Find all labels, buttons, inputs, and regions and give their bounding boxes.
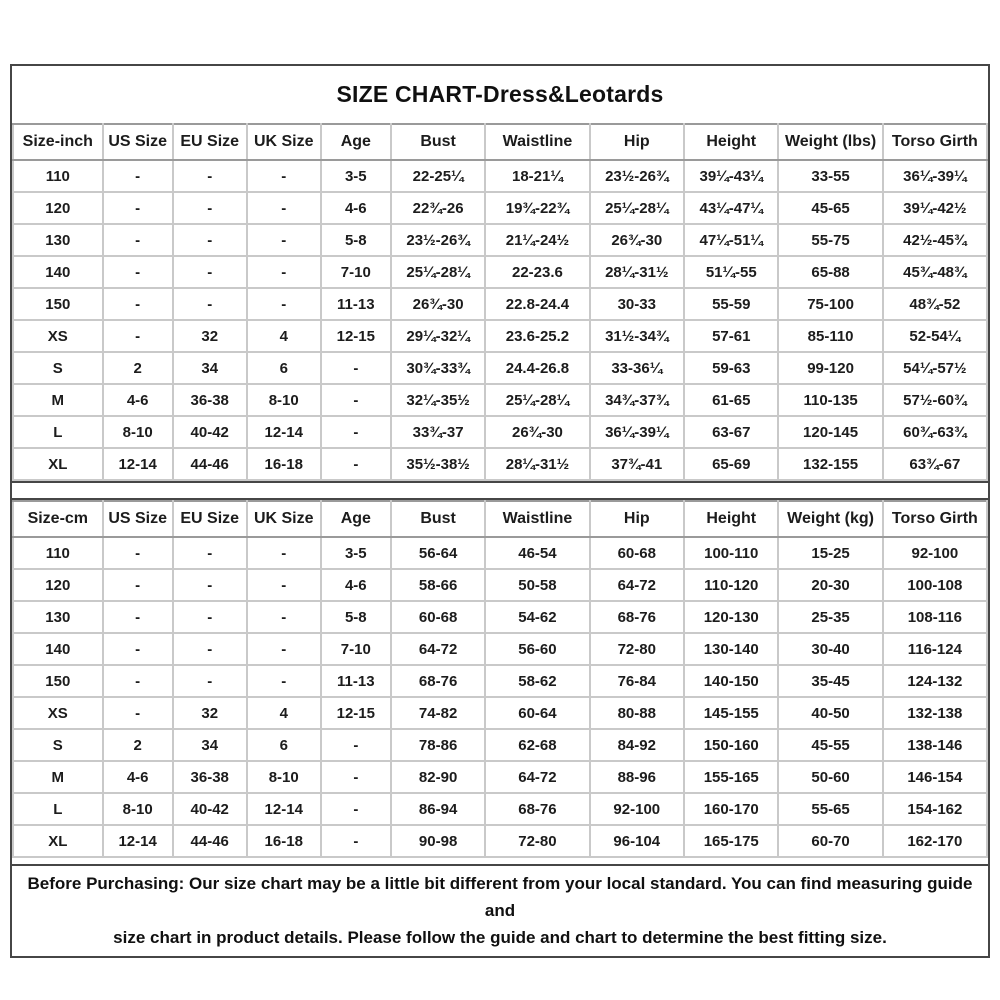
table-row [13, 256, 987, 288]
table-cell: 25¼-28¼ [485, 384, 589, 416]
column-header: Waistline [485, 501, 589, 537]
table-cell: - [173, 224, 247, 256]
table-cell: 58-62 [485, 665, 589, 697]
table-cell: 5-8 [321, 601, 391, 633]
table-cell: 12-14 [247, 416, 321, 448]
table-cell: 24.4-26.8 [485, 352, 589, 384]
table-row [13, 352, 987, 384]
size-label-cell: L [13, 416, 103, 448]
table-cell: - [103, 224, 173, 256]
table-cell: 15-25 [778, 537, 882, 569]
table-cell: 36-38 [173, 761, 247, 793]
table-cell: - [173, 601, 247, 633]
table-cell: 60-64 [485, 697, 589, 729]
table-cell: 82-90 [391, 761, 485, 793]
table-cell: 4-6 [103, 761, 173, 793]
table-cell: 48¾-52 [883, 288, 987, 320]
table-cell: 18-21¼ [485, 160, 589, 192]
column-header: Age [321, 501, 391, 537]
size-label-cell: 120 [13, 192, 103, 224]
table-cell: 3-5 [321, 160, 391, 192]
table-cell: 22-25¼ [391, 160, 485, 192]
table-cell: 78-86 [391, 729, 485, 761]
table-cell: 35-45 [778, 665, 882, 697]
table-cell: 35½-38½ [391, 448, 485, 480]
table-cell: - [173, 633, 247, 665]
table-row [13, 448, 987, 480]
table-cell: - [173, 569, 247, 601]
table-cell: 138-146 [883, 729, 987, 761]
table-cell: 22¾-26 [391, 192, 485, 224]
table-cell: 162-170 [883, 825, 987, 857]
table-cell: - [173, 537, 247, 569]
table-cell: 26¾-30 [590, 224, 684, 256]
table-row [13, 384, 987, 416]
table-cell: - [173, 256, 247, 288]
table-cell: 52-54¼ [883, 320, 987, 352]
table-cell: 4-6 [321, 569, 391, 601]
table-cell: 31½-34¾ [590, 320, 684, 352]
chart-title: SIZE CHART-Dress&Leotards [336, 81, 664, 107]
table-divider [12, 481, 988, 500]
table-cell: 64-72 [590, 569, 684, 601]
table-cell: - [321, 448, 391, 480]
table-cell: 45-55 [778, 729, 882, 761]
table-cell: 99-120 [778, 352, 882, 384]
table-cell: 64-72 [485, 761, 589, 793]
table-cell: - [247, 160, 321, 192]
table-cell: 25¼-28¼ [391, 256, 485, 288]
table-cell: 120-130 [684, 601, 778, 633]
table-cell: - [173, 665, 247, 697]
chart-box [10, 64, 990, 958]
table-cell: 47¼-51¼ [684, 224, 778, 256]
table-cell: 132-138 [883, 697, 987, 729]
table-cell: 165-175 [684, 825, 778, 857]
table-cell: 25¼-28¼ [590, 192, 684, 224]
table-cell: 29¼-32¼ [391, 320, 485, 352]
size-label-cell: XL [13, 825, 103, 857]
table-cell: 45¾-48¾ [883, 256, 987, 288]
table-cell: 34 [173, 729, 247, 761]
size-label-cell: 110 [13, 537, 103, 569]
table-cell: 4 [247, 697, 321, 729]
header-row [13, 124, 987, 160]
size-label-cell: XL [13, 448, 103, 480]
table-cell: 2 [103, 352, 173, 384]
column-header: Weight (kg) [778, 501, 882, 537]
table-cell: 36¼-39¼ [883, 160, 987, 192]
table-cell: 12-14 [103, 448, 173, 480]
table-cell: 124-132 [883, 665, 987, 697]
column-header: Height [684, 501, 778, 537]
table-cell: 72-80 [485, 825, 589, 857]
table-cell: 68-76 [590, 601, 684, 633]
table-cell: 92-100 [590, 793, 684, 825]
table-cell: 55-65 [778, 793, 882, 825]
table-cell: 30-33 [590, 288, 684, 320]
table-row [13, 160, 987, 192]
table-cell: 54¼-57½ [883, 352, 987, 384]
size-label-cell: XS [13, 697, 103, 729]
table-cell: - [247, 665, 321, 697]
table-cell: 7-10 [321, 256, 391, 288]
table-cell: 58-66 [391, 569, 485, 601]
table-cell: 100-108 [883, 569, 987, 601]
table-row [13, 761, 987, 793]
size-label-cell: M [13, 384, 103, 416]
table-cell: 8-10 [247, 384, 321, 416]
table-cell: - [103, 569, 173, 601]
table-cell: 75-100 [778, 288, 882, 320]
table-cell: 108-116 [883, 601, 987, 633]
table-cell: 63-67 [684, 416, 778, 448]
table-cell: - [103, 320, 173, 352]
table-cell: 8-10 [103, 793, 173, 825]
table-cell: 30-40 [778, 633, 882, 665]
table-row [13, 416, 987, 448]
table-cell: 56-64 [391, 537, 485, 569]
table-cell: 8-10 [247, 761, 321, 793]
column-header: Size-inch [13, 124, 103, 160]
size-label-cell: XS [13, 320, 103, 352]
table-cell: - [173, 192, 247, 224]
table-cell: 33-55 [778, 160, 882, 192]
table-cell: 74-82 [391, 697, 485, 729]
table-row [13, 633, 987, 665]
table-cell: - [321, 761, 391, 793]
table-cell: - [103, 192, 173, 224]
table-cell: 25-35 [778, 601, 882, 633]
table-cell: - [247, 537, 321, 569]
size-label-cell: 130 [13, 601, 103, 633]
table-cell: 16-18 [247, 825, 321, 857]
table-row [13, 793, 987, 825]
column-header: Bust [391, 124, 485, 160]
table-cell: 34 [173, 352, 247, 384]
column-header: Bust [391, 501, 485, 537]
table-cell: 51¼-55 [684, 256, 778, 288]
table-cell: - [103, 537, 173, 569]
size-label-cell: 150 [13, 665, 103, 697]
table-cell: 62-68 [485, 729, 589, 761]
size-label-cell: 120 [13, 569, 103, 601]
column-header: Hip [590, 501, 684, 537]
table-cell: 154-162 [883, 793, 987, 825]
table-row [13, 224, 987, 256]
size-label-cell: M [13, 761, 103, 793]
table-cell: - [173, 160, 247, 192]
table-cell: 22-23.6 [485, 256, 589, 288]
table-cell: 61-65 [684, 384, 778, 416]
size-label-cell: 140 [13, 256, 103, 288]
purchase-note-line1: Before Purchasing: Our size chart may be a little bit different from your local standard. You can find measuring guide and [27, 874, 973, 921]
table-cell: 160-170 [684, 793, 778, 825]
table-cell: - [103, 633, 173, 665]
table-row [13, 320, 987, 352]
column-header: EU Size [173, 501, 247, 537]
column-header: US Size [103, 124, 173, 160]
table-cell: 32 [173, 697, 247, 729]
column-header: Hip [590, 124, 684, 160]
table-cell: 12-14 [103, 825, 173, 857]
table-cell: 44-46 [173, 448, 247, 480]
table-cell: 65-69 [684, 448, 778, 480]
table-cell: 28¼-31½ [590, 256, 684, 288]
table-cell: 20-30 [778, 569, 882, 601]
size-label-cell: 130 [13, 224, 103, 256]
table-cell: 68-76 [391, 665, 485, 697]
table-cell: 4-6 [321, 192, 391, 224]
table-cell: 12-15 [321, 697, 391, 729]
table-row [13, 729, 987, 761]
table-cell: 59-63 [684, 352, 778, 384]
table-row [13, 697, 987, 729]
table-cell: - [247, 601, 321, 633]
table-cell: 23½-26¾ [590, 160, 684, 192]
table-cell: 96-104 [590, 825, 684, 857]
table-cell: 36¼-39¼ [590, 416, 684, 448]
column-header: Torso Girth [883, 501, 987, 537]
table-cell: 46-54 [485, 537, 589, 569]
table-cell: 60-68 [391, 601, 485, 633]
table-cell: 33¾-37 [391, 416, 485, 448]
table-cell: 22.8-24.4 [485, 288, 589, 320]
table-cell: 30¾-33¾ [391, 352, 485, 384]
table-cell: 76-84 [590, 665, 684, 697]
table-cell: 132-155 [778, 448, 882, 480]
table-cell: 110-120 [684, 569, 778, 601]
table-cell: 33-36¼ [590, 352, 684, 384]
column-header: Waistline [485, 124, 589, 160]
table-cell: 84-92 [590, 729, 684, 761]
size-label-cell: S [13, 352, 103, 384]
table-cell: 56-60 [485, 633, 589, 665]
column-header: Height [684, 124, 778, 160]
table-cell: 23.6-25.2 [485, 320, 589, 352]
table-cell: 40-42 [173, 793, 247, 825]
table-cell: - [247, 256, 321, 288]
table-cell: 7-10 [321, 633, 391, 665]
table-cell: 155-165 [684, 761, 778, 793]
table-cell: 12-14 [247, 793, 321, 825]
table-cell: 86-94 [391, 793, 485, 825]
table-cell: - [321, 352, 391, 384]
table-cell: 5-8 [321, 224, 391, 256]
table-cell: 12-15 [321, 320, 391, 352]
table-cell: - [321, 729, 391, 761]
table-cell: 19¾-22¾ [485, 192, 589, 224]
table-cell: 26¾-30 [391, 288, 485, 320]
table-cell: 26¾-30 [485, 416, 589, 448]
size-table-inch [12, 123, 988, 481]
table-cell: - [103, 601, 173, 633]
column-header: Size-cm [13, 501, 103, 537]
table-cell: 60-70 [778, 825, 882, 857]
table-cell: 55-59 [684, 288, 778, 320]
table-cell: 65-88 [778, 256, 882, 288]
table-cell: 37¾-41 [590, 448, 684, 480]
table-cell: 68-76 [485, 793, 589, 825]
table-row [13, 569, 987, 601]
table-cell: - [321, 416, 391, 448]
table-row [13, 601, 987, 633]
table-row [13, 537, 987, 569]
table-cell: 140-150 [684, 665, 778, 697]
table-cell: 44-46 [173, 825, 247, 857]
table-row [13, 288, 987, 320]
table-cell: 40-42 [173, 416, 247, 448]
table-cell: 6 [247, 352, 321, 384]
table-cell: - [173, 288, 247, 320]
table-cell: 32¼-35½ [391, 384, 485, 416]
purchase-note [12, 864, 988, 956]
column-header: Age [321, 124, 391, 160]
table-cell: 57½-60¾ [883, 384, 987, 416]
table-cell: 110-135 [778, 384, 882, 416]
table-cell: 45-65 [778, 192, 882, 224]
table-cell: 42½-45¾ [883, 224, 987, 256]
table-cell: - [103, 160, 173, 192]
table-cell: 57-61 [684, 320, 778, 352]
size-label-cell: 150 [13, 288, 103, 320]
table-cell: 60-68 [590, 537, 684, 569]
size-label-cell: S [13, 729, 103, 761]
column-header: UK Size [247, 124, 321, 160]
table-cell: - [247, 224, 321, 256]
table-cell: 50-60 [778, 761, 882, 793]
table-cell: 3-5 [321, 537, 391, 569]
table-cell: 36-38 [173, 384, 247, 416]
table-cell: - [103, 256, 173, 288]
table-cell: 6 [247, 729, 321, 761]
table-cell: 150-160 [684, 729, 778, 761]
table-cell: 116-124 [883, 633, 987, 665]
table-cell: 120-145 [778, 416, 882, 448]
table-row [13, 192, 987, 224]
table-cell: 39¼-43¼ [684, 160, 778, 192]
table-cell: 32 [173, 320, 247, 352]
table-row [13, 825, 987, 857]
table-cell: 40-50 [778, 697, 882, 729]
table-cell: 11-13 [321, 665, 391, 697]
table-cell: 130-140 [684, 633, 778, 665]
table-cell: - [321, 384, 391, 416]
table-cell: - [321, 825, 391, 857]
column-header: UK Size [247, 501, 321, 537]
table-cell: 11-13 [321, 288, 391, 320]
table-cell: 28¼-31½ [485, 448, 589, 480]
column-header: EU Size [173, 124, 247, 160]
table-cell: 92-100 [883, 537, 987, 569]
table-cell: 4 [247, 320, 321, 352]
table-cell: 34¾-37¾ [590, 384, 684, 416]
table-cell: 39¼-42½ [883, 192, 987, 224]
table-row [13, 665, 987, 697]
table-cell: - [247, 633, 321, 665]
table-cell: - [103, 697, 173, 729]
table-cell: 21¼-24½ [485, 224, 589, 256]
table-cell: 60¾-63¾ [883, 416, 987, 448]
table-cell: 54-62 [485, 601, 589, 633]
table-cell: - [247, 569, 321, 601]
table-cell: 80-88 [590, 697, 684, 729]
table-cell: 50-58 [485, 569, 589, 601]
table-cell: 63¾-67 [883, 448, 987, 480]
table-cell: 90-98 [391, 825, 485, 857]
table-cell: 64-72 [391, 633, 485, 665]
table-cell: 2 [103, 729, 173, 761]
size-label-cell: L [13, 793, 103, 825]
table-cell: 88-96 [590, 761, 684, 793]
size-table-cm [12, 500, 988, 858]
column-header: Torso Girth [883, 124, 987, 160]
header-row [13, 501, 987, 537]
table-cell: - [103, 288, 173, 320]
table-cell: 23½-26¾ [391, 224, 485, 256]
table-cell: 43¼-47¼ [684, 192, 778, 224]
table-cell: 85-110 [778, 320, 882, 352]
column-header: Weight (lbs) [778, 124, 882, 160]
table-cell: 8-10 [103, 416, 173, 448]
table-cell: - [247, 192, 321, 224]
table-cell: 55-75 [778, 224, 882, 256]
size-label-cell: 110 [13, 160, 103, 192]
table-cell: 146-154 [883, 761, 987, 793]
table-cell: - [247, 288, 321, 320]
column-header: US Size [103, 501, 173, 537]
table-cell: 4-6 [103, 384, 173, 416]
table-cell: 145-155 [684, 697, 778, 729]
table-cell: 72-80 [590, 633, 684, 665]
table-cell: 100-110 [684, 537, 778, 569]
purchase-note-line2: size chart in product details. Please follow the guide and chart to determine the best fitting size. [113, 928, 887, 948]
table-cell: - [103, 665, 173, 697]
table-cell: - [321, 793, 391, 825]
table-cell: 16-18 [247, 448, 321, 480]
size-label-cell: 140 [13, 633, 103, 665]
